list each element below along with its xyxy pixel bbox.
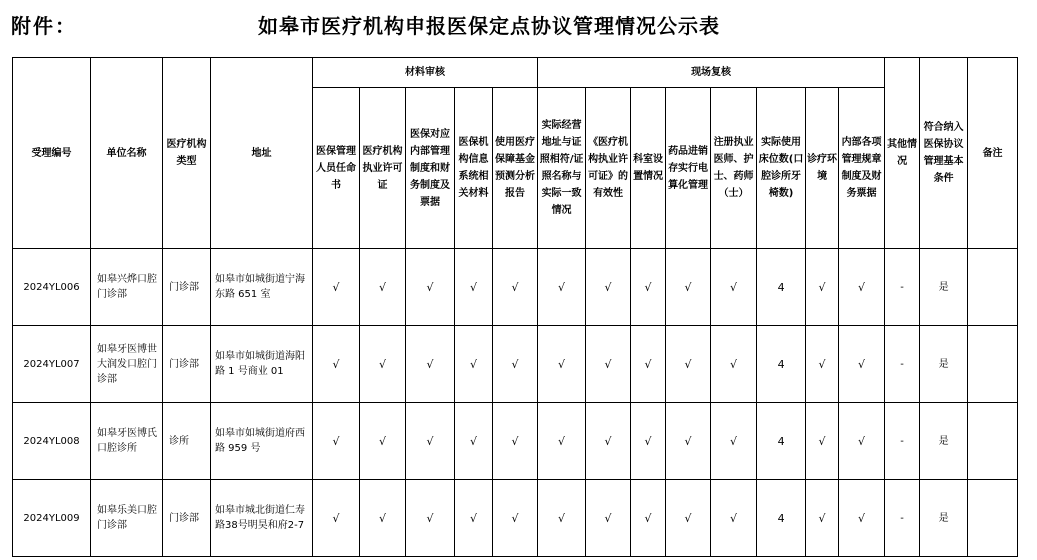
cell-m4: √ — [455, 480, 493, 557]
cell-s4: √ — [666, 403, 711, 480]
cell-address: 如皋市如城街道宁海东路 651 室 — [211, 249, 313, 326]
col-header-s7: 诊疗环境 — [806, 88, 839, 249]
cell-s6: 4 — [757, 480, 806, 557]
col-header-m2: 医疗机构执业许可证 — [360, 88, 406, 249]
cell-m5: √ — [493, 480, 538, 557]
cell-type: 门诊部 — [163, 480, 211, 557]
cell-m2: √ — [360, 403, 406, 480]
cell-other: - — [885, 326, 920, 403]
cell-s7: √ — [806, 480, 839, 557]
cell-m3: √ — [406, 249, 455, 326]
cell-s3: √ — [631, 326, 666, 403]
cell-id: 2024YL009 — [13, 480, 91, 557]
cell-remark — [968, 249, 1018, 326]
cell-m3: √ — [406, 403, 455, 480]
cell-m4: √ — [455, 326, 493, 403]
cell-type: 门诊部 — [163, 326, 211, 403]
cell-s8: √ — [839, 403, 885, 480]
attachment-label: 附件： — [11, 14, 77, 38]
cell-address: 如皋市如城街道府西路 959 号 — [211, 403, 313, 480]
cell-m4: √ — [455, 403, 493, 480]
cell-m1: √ — [313, 326, 360, 403]
cell-s5: √ — [711, 326, 757, 403]
col-header-s6: 实际使用床位数(口腔诊所牙椅数) — [757, 88, 806, 249]
cell-type: 诊所 — [163, 403, 211, 480]
cell-m3: √ — [406, 326, 455, 403]
table-row — [13, 480, 1018, 557]
cell-s6: 4 — [757, 326, 806, 403]
cell-s8: √ — [839, 326, 885, 403]
cell-s6: 4 — [757, 403, 806, 480]
cell-s5: √ — [711, 480, 757, 557]
col-header-type: 医疗机构类型 — [163, 58, 211, 249]
col-header-remark: 备注 — [968, 58, 1018, 249]
cell-remark — [968, 403, 1018, 480]
cell-s6: 4 — [757, 249, 806, 326]
cell-other: - — [885, 480, 920, 557]
cell-id: 2024YL006 — [13, 249, 91, 326]
cell-s2: √ — [586, 249, 631, 326]
cell-m1: √ — [313, 403, 360, 480]
cell-eligible: 是 — [920, 403, 968, 480]
cell-remark — [968, 326, 1018, 403]
cell-s4: √ — [666, 249, 711, 326]
cell-s2: √ — [586, 326, 631, 403]
cell-s4: √ — [666, 326, 711, 403]
col-header-other: 其他情况 — [885, 58, 920, 249]
cell-s1: √ — [538, 480, 586, 557]
cell-s7: √ — [806, 326, 839, 403]
cell-m1: √ — [313, 249, 360, 326]
col-header-s1: 实际经营地址与证照相符/证照名称与实际一致情况 — [538, 88, 586, 249]
cell-remark — [968, 480, 1018, 557]
cell-other: - — [885, 403, 920, 480]
cell-id: 2024YL008 — [13, 403, 91, 480]
cell-type: 门诊部 — [163, 249, 211, 326]
col-header-m4: 医保机构信息系统相关材料 — [455, 88, 493, 249]
cell-s5: √ — [711, 403, 757, 480]
col-header-s4: 药品进销存实行电算化管理 — [666, 88, 711, 249]
cell-other: - — [885, 249, 920, 326]
cell-s8: √ — [839, 480, 885, 557]
cell-s8: √ — [839, 249, 885, 326]
header-row-groups — [13, 58, 1018, 88]
table-row — [13, 249, 1018, 326]
col-header-m5: 使用医疗保障基金预测分析报告 — [493, 88, 538, 249]
cell-address: 如皋市城北街道仁寿路38号明昊和府2-7 — [211, 480, 313, 557]
col-header-id: 受理编号 — [13, 58, 91, 249]
col-header-s2: 《医疗机构执业许可证》的有效性 — [586, 88, 631, 249]
cell-m4: √ — [455, 249, 493, 326]
col-header-m3: 医保对应内部管理制度和财务制度及票据 — [406, 88, 455, 249]
page-title: 如皋市医疗机构申报医保定点协议管理情况公示表 — [258, 14, 720, 38]
cell-eligible: 是 — [920, 480, 968, 557]
cell-name: 如皋兴烨口腔门诊部 — [91, 249, 163, 326]
cell-s4: √ — [666, 480, 711, 557]
cell-s1: √ — [538, 249, 586, 326]
cell-s2: √ — [586, 403, 631, 480]
col-header-s3: 科室设置情况 — [631, 88, 666, 249]
cell-m2: √ — [360, 480, 406, 557]
disclosure-table — [12, 57, 1018, 557]
group-header-materials: 材料审核 — [313, 58, 538, 88]
col-header-m1: 医保管理人员任命书 — [313, 88, 360, 249]
cell-m2: √ — [360, 249, 406, 326]
cell-m3: √ — [406, 480, 455, 557]
cell-s3: √ — [631, 480, 666, 557]
cell-eligible: 是 — [920, 326, 968, 403]
cell-m2: √ — [360, 326, 406, 403]
cell-m5: √ — [493, 403, 538, 480]
col-header-name: 单位名称 — [91, 58, 163, 249]
cell-eligible: 是 — [920, 249, 968, 326]
cell-s5: √ — [711, 249, 757, 326]
cell-s3: √ — [631, 403, 666, 480]
col-header-s5: 注册执业医师、护士、药师（士） — [711, 88, 757, 249]
cell-s2: √ — [586, 480, 631, 557]
cell-s1: √ — [538, 403, 586, 480]
cell-s3: √ — [631, 249, 666, 326]
col-header-eligible: 符合纳入医保协议管理基本条件 — [920, 58, 968, 249]
cell-m5: √ — [493, 249, 538, 326]
cell-s7: √ — [806, 403, 839, 480]
col-header-s8: 内部各项管理规章制度及财务票据 — [839, 88, 885, 249]
group-header-onsite: 现场复核 — [538, 58, 885, 88]
cell-name: 如皋牙医博氏口腔诊所 — [91, 403, 163, 480]
cell-s7: √ — [806, 249, 839, 326]
table-row — [13, 403, 1018, 480]
cell-name: 如皋乐美口腔门诊部 — [91, 480, 163, 557]
cell-m5: √ — [493, 326, 538, 403]
cell-id: 2024YL007 — [13, 326, 91, 403]
table-row — [13, 326, 1018, 403]
cell-s1: √ — [538, 326, 586, 403]
cell-address: 如皋市如城街道海阳路 1 号商业 01 — [211, 326, 313, 403]
cell-name: 如皋牙医博世大润发口腔门诊部 — [91, 326, 163, 403]
cell-m1: √ — [313, 480, 360, 557]
col-header-address: 地址 — [211, 58, 313, 249]
